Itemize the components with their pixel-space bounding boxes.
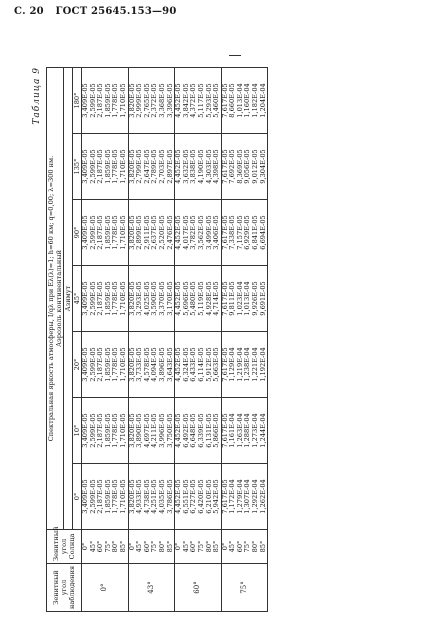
page-number: С. 20 — [14, 6, 44, 17]
value-cell — [82, 68, 129, 134]
sun-angle: 75° — [243, 540, 252, 553]
value: 6,694E-05 — [258, 215, 267, 250]
value: 3,409E-05 — [81, 281, 89, 316]
standard-code: ГОСТ 25645.153—90 — [55, 6, 177, 17]
value-cell — [175, 398, 222, 464]
sun-angle: 45° — [88, 540, 97, 553]
sun-angle: 45° — [135, 540, 144, 553]
value: 1,172E-04 — [228, 479, 237, 514]
value: 2,765E-05 — [142, 83, 151, 118]
value: 3,499E-05 — [204, 215, 213, 250]
value: 2,187E-05 — [96, 281, 105, 316]
value: 2,187E-05 — [96, 149, 105, 184]
value: 4,303E-05 — [204, 149, 213, 184]
sun-angle: 85° — [118, 540, 127, 553]
value: 4,738E-05 — [142, 479, 151, 514]
value: 6,131E-05 — [204, 413, 213, 448]
value: 4,025E-05 — [142, 281, 151, 316]
azimuth-col-header: 135° — [73, 134, 82, 200]
azimuth-header: Азимут — [64, 68, 73, 530]
value: 4,578E-05 — [142, 347, 151, 382]
value: 3,643E-05 — [165, 347, 174, 382]
table-row-group — [128, 68, 175, 612]
value: 4,017E-05 — [181, 215, 190, 250]
value: 4,372E-05 — [189, 83, 198, 118]
value: 1,182E-04 — [251, 83, 260, 118]
value: 6,929E-05 — [243, 215, 252, 250]
value: 2,899E-05 — [135, 215, 144, 250]
value: 3,409E-05 — [81, 149, 89, 184]
value: 1,710E-05 — [118, 413, 127, 448]
value: 3,293E-05 — [135, 281, 144, 316]
sun-angle: 0° — [220, 542, 229, 551]
value: 1,273E-04 — [251, 413, 260, 448]
zenith-sun-cell — [82, 530, 129, 564]
value: 6,324E-05 — [181, 347, 190, 382]
value: 4,933E-05 — [135, 479, 144, 514]
value: 6,648E-05 — [189, 413, 198, 448]
value: 1,307E-04 — [243, 479, 252, 514]
value: 5,942E-05 — [212, 479, 221, 514]
value: 9,012E-05 — [251, 149, 260, 184]
value: 2,599E-05 — [88, 413, 97, 448]
value-cell — [221, 398, 268, 464]
value: 2,187E-05 — [96, 413, 105, 448]
value: 3,890E-05 — [135, 413, 144, 448]
value: 5,119E-05 — [196, 281, 205, 316]
value: 1,859E-05 — [103, 347, 112, 382]
value: 1,204E-04 — [258, 83, 267, 118]
value: 1,013E-04 — [235, 83, 244, 118]
value-cell — [128, 68, 175, 134]
value: 3,368E-05 — [157, 83, 166, 118]
value: 4,094E-05 — [150, 347, 159, 382]
value: 1,710E-05 — [118, 479, 127, 514]
value: 4,211E-05 — [150, 413, 159, 448]
value: 4,035E-05 — [157, 479, 166, 514]
value: 5,866E-05 — [212, 413, 221, 448]
value: 3,590E-05 — [150, 281, 159, 316]
table-row-group — [82, 68, 129, 612]
value: 2,703E-05 — [157, 149, 166, 184]
value: 3,820E-05 — [127, 479, 136, 514]
value: 2,520E-05 — [157, 215, 166, 250]
value: 4,190E-05 — [196, 149, 205, 184]
value-cell — [221, 464, 268, 530]
value: 3,820E-05 — [127, 281, 136, 316]
value-cell — [82, 266, 129, 332]
azimuth-col-header: 45° — [73, 266, 82, 332]
value: 4,928E-05 — [204, 281, 213, 316]
azimuth-col-header: 10° — [73, 398, 82, 464]
value: 4,452E-05 — [174, 215, 183, 250]
sun-angle: 0° — [127, 542, 136, 551]
value: 1,778E-05 — [111, 215, 120, 250]
value: 1,710E-05 — [118, 149, 127, 184]
azimuth-col-header: 180° — [73, 68, 82, 134]
value: 4,452E-05 — [174, 281, 183, 316]
value: 4,398E-05 — [212, 149, 221, 184]
value: 3,820E-05 — [127, 215, 136, 250]
value: 6,210E-05 — [204, 479, 213, 514]
zenith-sun-cell — [175, 530, 222, 564]
value: 1,859E-05 — [103, 83, 112, 118]
value-cell — [128, 332, 175, 398]
value: 2,799E-05 — [135, 149, 144, 184]
sun-angle: 80° — [157, 540, 166, 553]
value: 1,192E-04 — [258, 347, 267, 382]
value: 2,599E-05 — [88, 215, 97, 250]
value: 1,859E-05 — [103, 281, 112, 316]
value-cell — [128, 464, 175, 530]
value: 6,433E-05 — [189, 347, 198, 382]
value-cell — [128, 398, 175, 464]
value: 7,617E-05 — [220, 413, 229, 448]
value: 2,187E-05 — [96, 215, 105, 250]
sun-angle: 45° — [181, 540, 190, 553]
value-cell — [175, 68, 222, 134]
value: 4,452E-05 — [174, 413, 183, 448]
value: 1,221E-04 — [251, 347, 260, 382]
value: 3,820E-05 — [127, 149, 136, 184]
value: 3,406E-05 — [212, 215, 221, 250]
table-title-text: Спектральная яркость атмосферы, I/qλ при Eλ(λ)=1; h=60 км; q=0,00; λ=300 нм. — [47, 155, 55, 442]
value-cell — [82, 200, 129, 266]
value: 6,727E-05 — [189, 479, 198, 514]
value: 1,279E-04 — [235, 479, 244, 514]
value: 9,926E-05 — [251, 281, 260, 316]
value: 1,262E-04 — [258, 479, 267, 514]
value-cell — [82, 464, 129, 530]
sun-angle: 75° — [196, 540, 205, 553]
value: 5,460E-05 — [212, 83, 221, 118]
value: 7,617E-05 — [220, 149, 229, 184]
value-cell — [175, 464, 222, 530]
value: 3,370E-05 — [157, 281, 166, 316]
value: 7,157E-05 — [235, 215, 244, 250]
center-mark — [229, 55, 241, 56]
value: 1,160E-04 — [243, 83, 252, 118]
value-cell — [175, 200, 222, 266]
value: 6,114E-05 — [196, 347, 205, 382]
value: 3,820E-05 — [127, 347, 136, 382]
value-cell — [82, 332, 129, 398]
value: 1,710E-05 — [118, 347, 127, 382]
value: 1,244E-04 — [258, 413, 267, 448]
value: 4,714E-05 — [212, 281, 221, 316]
value: 3,820E-05 — [127, 413, 136, 448]
value: 3,170E-05 — [165, 281, 174, 316]
zenith-sun-cell — [221, 530, 268, 564]
sun-angle: 85° — [258, 540, 267, 553]
zenith-sun-cell — [128, 530, 175, 564]
value-cell — [221, 332, 268, 398]
sun-angle: 80° — [251, 540, 260, 553]
value: 1,219E-04 — [235, 347, 244, 382]
sun-angle: 85° — [165, 540, 174, 553]
zenith-obs-cell: 60° — [175, 564, 222, 612]
value-cell — [175, 332, 222, 398]
sun-angle: 60° — [142, 540, 151, 553]
value: 1,859E-05 — [103, 413, 112, 448]
value: 1,710E-05 — [118, 215, 127, 250]
value: 3,409E-05 — [81, 347, 89, 382]
value: 5,663E-05 — [212, 347, 221, 382]
value-cell — [128, 134, 175, 200]
value: 2,187E-05 — [96, 83, 105, 118]
value: 2,187E-05 — [96, 479, 105, 514]
table-title — [47, 68, 64, 530]
value: 2,999E-05 — [135, 83, 144, 118]
value: 1,161E-04 — [228, 413, 237, 448]
value: 2,476E-05 — [165, 215, 174, 250]
sun-angle: 80° — [204, 540, 213, 553]
value: 3,409E-05 — [81, 479, 89, 514]
value: 8,369E-05 — [235, 149, 244, 184]
sun-angle: 75° — [103, 540, 112, 553]
value: 7,338E-05 — [228, 215, 237, 250]
value: 2,637E-05 — [150, 215, 159, 250]
azimuth-col-header: 0° — [73, 464, 82, 530]
sun-angle: 60° — [235, 540, 244, 553]
value: 1,859E-05 — [103, 149, 112, 184]
value: 1,778E-05 — [111, 281, 120, 316]
value: 1,778E-05 — [111, 347, 120, 382]
value: 1,292E-04 — [251, 479, 260, 514]
value: 1,129E-04 — [228, 347, 237, 382]
value: 2,647E-05 — [142, 149, 151, 184]
value: 9,811E-05 — [228, 281, 237, 316]
value: 7,692E-05 — [228, 149, 237, 184]
value: 5,117E-05 — [196, 83, 205, 118]
value-cell — [175, 266, 222, 332]
value: 1,778E-05 — [111, 479, 120, 514]
value: 7,617E-05 — [220, 479, 229, 514]
value: 2,599E-05 — [88, 281, 97, 316]
value: 4,452E-05 — [174, 83, 183, 118]
value-cell — [82, 398, 129, 464]
sun-angle: 75° — [150, 540, 159, 553]
value: 5,293E-05 — [204, 83, 213, 118]
value: 3,409E-05 — [81, 413, 89, 448]
value: 2,911E-05 — [142, 215, 151, 250]
value: 8,660E-05 — [228, 83, 237, 118]
value: 2,599E-05 — [88, 83, 97, 118]
value: 9,056E-05 — [243, 149, 252, 184]
value: 2,599E-05 — [88, 347, 97, 382]
value: 9,691E-05 — [258, 281, 267, 316]
value: 7,617E-05 — [220, 83, 229, 118]
azimuth-col-header: 20° — [73, 332, 82, 398]
value: 2,187E-05 — [96, 347, 105, 382]
value-cell — [221, 266, 268, 332]
sun-angle: 0° — [174, 542, 183, 551]
value: 2,372E-05 — [150, 83, 159, 118]
data-table — [46, 67, 268, 612]
table-row-group — [175, 68, 222, 612]
value: 6,841E-05 — [251, 215, 260, 250]
value-cell — [221, 134, 268, 200]
value: 1,023E-04 — [235, 281, 244, 316]
zenith-obs-cell: 75° — [221, 564, 268, 612]
value: 7,617E-05 — [220, 215, 229, 250]
sun-angle: 60° — [189, 540, 198, 553]
value: 1,263E-04 — [235, 413, 244, 448]
value: 3,409E-05 — [81, 215, 89, 250]
value: 2,599E-05 — [88, 149, 97, 184]
table-row-group — [221, 68, 268, 612]
value: 3,409E-05 — [81, 83, 89, 118]
value: 4,452E-05 — [174, 347, 183, 382]
value: 2,599E-05 — [88, 479, 97, 514]
azimuth-col-header: 90° — [73, 200, 82, 266]
value: 9,304E-05 — [258, 149, 267, 184]
value-cell — [128, 200, 175, 266]
value: 1,710E-05 — [118, 281, 127, 316]
value: 1,710E-05 — [118, 83, 127, 118]
value: 6,492E-05 — [181, 413, 190, 448]
value: 6,420E-05 — [196, 479, 205, 514]
value: 3,396E-05 — [165, 83, 174, 118]
value-cell — [221, 200, 268, 266]
value: 7,617E-05 — [220, 347, 229, 382]
rotated-table-area — [30, 67, 410, 612]
value-cell — [221, 68, 268, 134]
value: 1,859E-05 — [103, 479, 112, 514]
value: 3,562E-05 — [196, 215, 205, 250]
page-header — [14, 6, 414, 22]
value: 4,251E-05 — [150, 479, 159, 514]
value: 3,632E-05 — [181, 149, 190, 184]
sun-angle: 45° — [228, 540, 237, 553]
value: 1,778E-05 — [111, 83, 120, 118]
value: 3,896E-05 — [157, 347, 166, 382]
zenith-obs-cell: 43° — [128, 564, 175, 612]
sun-angle: 80° — [111, 540, 120, 553]
value-cell — [128, 266, 175, 332]
value: 1,859E-05 — [103, 215, 112, 250]
header-zenith-sun: Зенитный угол Солнца — [47, 530, 82, 564]
table-subtitle: Аэрозоль континентальный — [55, 250, 63, 347]
value: 3,786E-05 — [165, 479, 174, 514]
value: 6,551E-05 — [181, 479, 190, 514]
sun-angle: 60° — [96, 540, 105, 553]
value: 3,750E-05 — [165, 413, 174, 448]
sun-angle: 85° — [212, 540, 221, 553]
value-cell — [82, 134, 129, 200]
value: 4,697E-05 — [142, 413, 151, 448]
sun-angle: 0° — [81, 542, 89, 551]
value: 1,238E-04 — [243, 347, 252, 382]
value: 7,617E-05 — [220, 281, 229, 316]
zenith-obs-cell: 0° — [82, 564, 129, 612]
value: 5,912E-05 — [204, 347, 213, 382]
header-zenith-obs: Зенитный угол наблюдения — [47, 564, 82, 612]
value: 3,782E-05 — [189, 215, 198, 250]
value: 1,288E-04 — [243, 413, 252, 448]
value: 5,696E-05 — [181, 281, 190, 316]
value: 2,789E-05 — [150, 149, 159, 184]
value: 4,452E-05 — [174, 149, 183, 184]
value: 1,778E-05 — [111, 413, 120, 448]
table-label: Таблица 9 — [32, 67, 42, 125]
value: 1,778E-05 — [111, 149, 120, 184]
value: 3,838E-05 — [189, 149, 198, 184]
value: 3,820E-05 — [127, 83, 136, 118]
value: 1,013E-04 — [243, 281, 252, 316]
table-body — [82, 68, 268, 612]
value: 3,996E-05 — [157, 413, 166, 448]
value: 3,733E-05 — [135, 347, 144, 382]
value: 6,339E-05 — [196, 413, 205, 448]
value: 5,480E-05 — [189, 281, 198, 316]
value: 2,897E-05 — [165, 149, 174, 184]
value: 3,842E-05 — [181, 83, 190, 118]
value: 4,452E-05 — [174, 479, 183, 514]
value-cell — [175, 134, 222, 200]
